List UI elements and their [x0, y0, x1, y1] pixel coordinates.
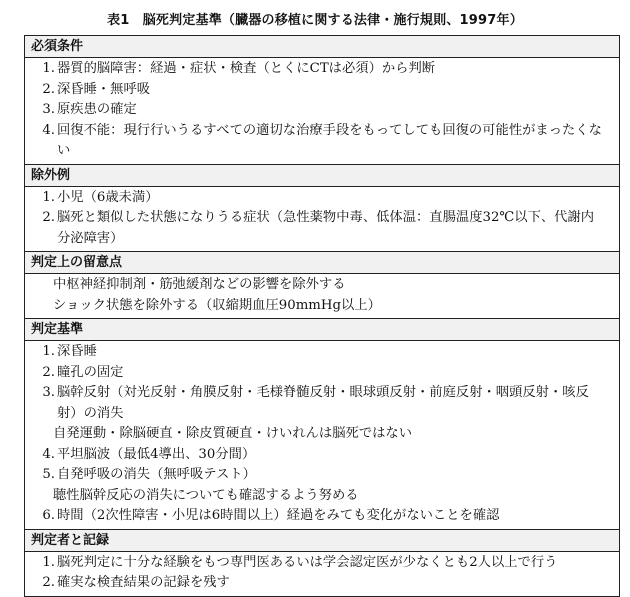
list-item: 5. 自発呼吸の消失（無呼吸テスト） — [42, 467, 256, 482]
section-heading: 判定基準 — [25, 319, 619, 341]
section-heading: 除外例 — [25, 165, 619, 187]
table-caption: 表1 脳死判定基準（臓器の移植に関する法律・施行規則、1997年） — [107, 13, 523, 28]
list-item: 4. 平坦脳波（最低4導出、30分間） — [42, 446, 256, 462]
list-item: 6. 時間（2次性障害・小児は6時間以上）経過をみても変化がないことを確認 — [42, 508, 500, 523]
section-heading: 判定者と記録 — [25, 530, 619, 552]
section-examiners-records — [25, 529, 619, 596]
list-item: 2. 瞳孔の固定 — [42, 364, 124, 380]
section-criteria — [25, 318, 619, 529]
note-line: 自発運動・除脳硬直・除皮質硬直・けいれんは脳死ではない — [53, 426, 413, 441]
list-item: 2. 脳死と類似した状態になりうる症状（急性薬物中毒、低体温：直腸温度32℃以下、代謝内分泌障害） — [42, 210, 595, 246]
list-item: 4. 回復不能：現行行いうるすべての適切な治療手段をもってしても回復の可能性がまったくない — [42, 122, 602, 158]
list-item: 1. 深昏睡 — [42, 344, 97, 359]
list-item: 2. 確実な検査結果の記録を残す — [42, 575, 230, 590]
list-item: 1. 脳死判定に十分な経験をもつ専門医あるいは学会認定医が少なくとも2人以上で行う — [42, 554, 558, 570]
list-item: 2. 深昏睡・無呼吸 — [42, 81, 151, 97]
section-exclusions — [25, 164, 619, 252]
list-item: 1. 器質的脳障害：経過・症状・検査（とくにCTは必須）から判断 — [42, 61, 436, 76]
section-required-conditions — [25, 36, 619, 164]
list-item: 3. 原疾患の確定 — [42, 102, 137, 117]
list-item: 1. 小児（6歳未満） — [42, 189, 159, 205]
list-item: 3. 脳幹反射（対光反射・角膜反射・毛様脊髄反射・眼球頭反射・前庭反射・咽頭反射・咳反射）の消失 — [42, 385, 589, 421]
note-line: ショック状態を除外する（収縮期血圧90mmHg以上） — [53, 297, 381, 313]
criteria-table — [24, 35, 620, 597]
section-precautions — [25, 251, 619, 318]
section-heading: 判定上の留意点 — [25, 252, 619, 274]
section-heading: 必須条件 — [25, 36, 619, 58]
note-line: 聴性脳幹反応の消失についても確認するよう努める — [53, 487, 359, 503]
note-line: 中枢神経抑制剤・筋弛緩剤などの影響を除外する — [53, 277, 346, 292]
